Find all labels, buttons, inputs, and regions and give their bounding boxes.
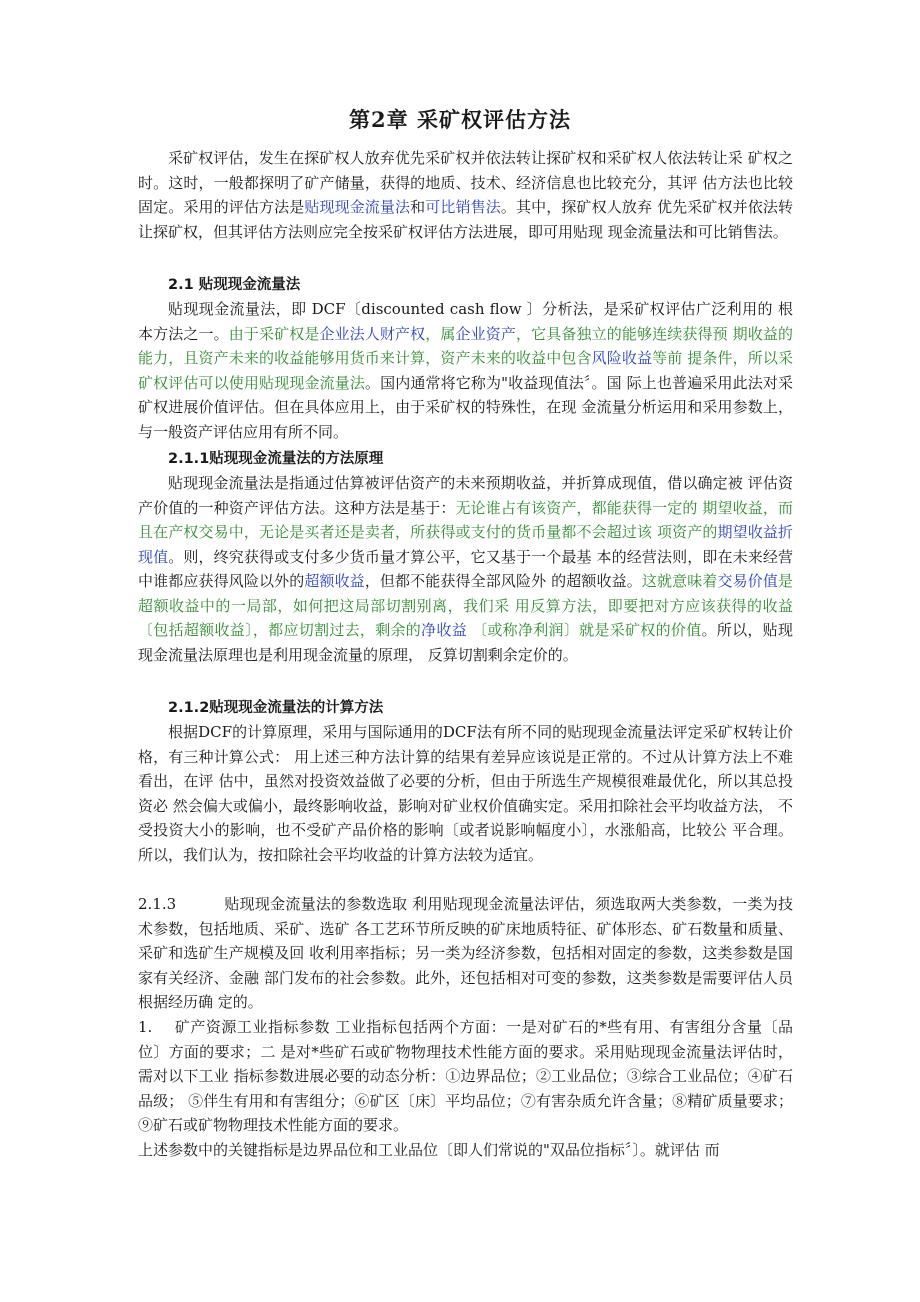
intro-paragraph [138, 146, 793, 244]
highlight-text: 这就意味着 [641, 572, 718, 590]
highlight-text: ，属 [425, 324, 456, 343]
link-dcf[interactable]: 贴现现金流量法 [304, 198, 411, 216]
link-enterprise-assets[interactable]: 企业资产 [455, 324, 517, 343]
closing-line: 上述参数中的关键指标是边界品位和工业品位〔即人们常说的"双品位指标〞〕。就评估 而 [138, 1141, 720, 1159]
highlight-text: 等前 提条件，所以采矿权评估可以使用贴现现金流量法 [138, 349, 793, 392]
link-risk-return[interactable]: 风险收益 [591, 349, 653, 367]
section-2-1-paragraph [138, 297, 793, 444]
text: 贴现现金流量法是指通过估算被评估资产的未来预期收益，并折算成现值，借以确定被 评估资产价值的一种资产评估方法。这种方法是基于： [138, 474, 793, 517]
text: 。则，终究获得或支付多少货币量才算公平，它又基于一个最基 本的经营法则，即在未来经营中谁都应获得风险以外的 [138, 547, 793, 590]
section-heading-2-1-1: 2.1.1贴现现金流量法的方法原理 [168, 451, 384, 467]
text: 。其中，探矿权人放弃 优先采矿权并依法转让探矿权，但其评估方法则应完全按采矿权评估方法进展，即可用贴现 现金流量法和可比销售法。 [138, 198, 793, 241]
list-number: 1. [138, 1018, 153, 1036]
highlight-text: 是超额收益中的一局部，如何把这局部切割别离，我们采 用反算方法，即要把对方应该获得的收益〔包括超额收益〕，都应切割过去，剩余的 [138, 572, 793, 639]
text: ，但都不能获得全部风险外 的超额收益。 [364, 572, 642, 590]
section-heading-2-1-2: 2.1.2贴现现金流量法的计算方法 [168, 700, 384, 716]
section-heading-2-1: 2.1 贴现现金流量法 [168, 277, 301, 293]
text: 。国内通常将它称为"收益现值法〞。国 际上也普遍采用此法对采矿权进展价值评估。但在具体应用上，由于采矿权的特殊性，在现 金流量分析运用和采用参数上，与一般资产评估应用有所不同。 [138, 373, 793, 441]
link-comparable-sales[interactable]: 可比销售法 [425, 198, 501, 216]
text: 采矿权评估，发生在探矿权人放弃优先采矿权并依法转让探矿权和采矿权人依法转让采 矿权之时。这时，一般都探明了矿产储量，获得的地质、技术、经济信息也比较充分，其评 估方法也比较固定。采用的评估方法是 [138, 149, 793, 216]
link-enterprise-property[interactable]: 企业法人财产权 [319, 324, 426, 343]
section-number: 2.1.3 [138, 895, 177, 913]
link-net-income[interactable]: 净收益 [421, 621, 467, 639]
highlight-text: 由于采矿权是 [228, 324, 320, 343]
section-2-1-2-paragraph: 根据DCF的计算原理，采用与国际通用的DCF法有所不同的贴现现金流量法评定采矿权转让价格，有三种计算公式： 用上述三种方法计算的结果有差异应该说是正常的。不过从计算方法上不难看出，在评 估中，虽然对投资效益做了必要的分析，但由于所选生产规模很难最优化，所以其总投资必 然会偏大或偏小，最终影响收益，影响对矿业权价值确实定。采用扣除社会平均收益方法， 不受投资大小的影响，也不受矿产品价格的影响〔或者说影响幅度小〕，水涨船高，比较公 平合理。所以，我们认为，按扣除社会平均收益的计算方法较为适宜。 [138, 723, 793, 864]
highlight-text: ，它具备独立的能够连续获得预 期收益的能力，且资产未来的收益能够用货币来计算，资产未来的收益中包含 [138, 324, 793, 367]
link-expected-return-pv[interactable]: 期望收益折现值 [138, 523, 793, 566]
chapter-title: 第2章 采矿权评估方法 [349, 107, 571, 132]
highlight-text: 〔或称净利润〕就是采矿权的价值 [467, 621, 702, 639]
list-item-1 [138, 1015, 793, 1138]
highlight-text: 无论谁占有该资产，都能获得一定的 期望收益，而且在产权交易中，无论是买者还是卖者，所获得或支付的货币量都不会超过该 项资产的 [138, 498, 793, 541]
link-transaction-value[interactable]: 交易价值 [717, 572, 778, 590]
text: 贴现现金流量法，即 DCF〔discounted cash flow 〕分析法，是采矿权评估广泛利用的 根本方法之一。 [138, 300, 793, 343]
section-2-1-1-paragraph [138, 471, 793, 667]
text: 。所以，贴现现金流量法原理也是利用现金流量的原理， 反算切割剩余定价的。 [138, 621, 793, 664]
text: 贴现现金流量法的参数选取 利用贴现现金流量法评估，须选取两大类参数，一类为技术参数，包括地质、采矿、选矿 各工艺环节所反映的矿床地质特征、矿体形态、矿石数量和质量、采矿和选矿生产规模及回 收利用率指标；另一类为经济参数，包括相对固定的参数，这类参数是国家有关经济、金融 部门发布的社会参数。此外，还包括相对可变的参数，这类参数是需要评估人员根据经历确 定的。 [138, 895, 793, 1011]
section-2-1-3-paragraph [138, 892, 793, 1015]
text: 和 [410, 198, 426, 216]
text: 矿产资源工业指标参数 工业指标包括两个方面：一是对矿石的*些有用、有害组分含量〔品位〕方面的要求；二 是对*些矿石或矿物物理技术性能方面的要求。采用贴现现金流量法评估时，需对以下工业 指标参数进展必要的动态分析：①边界品位；②工业品位；③综合工业品位；④矿石品级； ⑤伴生有用和有害组分；⑥矿区〔床〕平均品位；⑦有害杂质允许含量；⑧精矿质量要求； ⑨矿石或矿物物理技术性能方面的要求。 [138, 1018, 793, 1134]
link-excess-return[interactable]: 超额收益 [304, 572, 365, 590]
